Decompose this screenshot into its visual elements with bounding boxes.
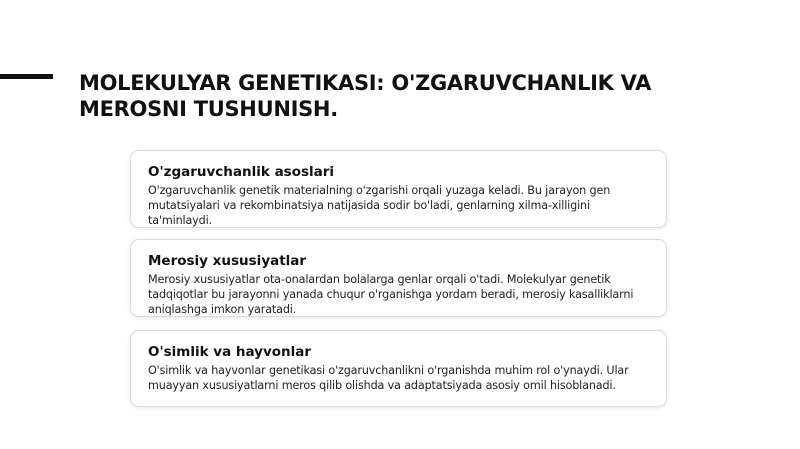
card-title: O'simlik va hayvonlar	[148, 344, 312, 360]
card-text: O'zgaruvchanlik genetik materialning o'zgarishi orqali yuzaga keladi. Bu jarayon gen mutatsiyalari va rekombinatsiya natijasida sodir bo'ladi, genlarning xilma-xilligini ta'minlaydi.	[148, 184, 611, 227]
card-plants-and-animals	[130, 330, 667, 407]
card-title: Merosiy xususiyatlar	[148, 253, 307, 269]
card-title: O'zgaruvchanlik asoslari	[148, 164, 335, 180]
title-accent-bar	[0, 74, 53, 79]
card-text: Merosiy xususiyatlar ota-onalardan bolalarga genlar orqali o'tadi. Molekulyar genetik tadqiqotlar bu jarayonni yanada chuqur o'rganishga yordam beradi, merosiy kasalliklarni aniqlashga imkon yaratadi.	[148, 273, 634, 316]
card-variability-basics	[130, 150, 667, 228]
card-text: O'simlik va hayvonlar genetikasi o'zgaruvchanlikni o'rganishda muhim rol o'ynaydi. Ular muayyan xususiyatlarni meros qilib olishda va adaptatsiyada asosiy omil hisoblanadi.	[148, 364, 629, 392]
slide-title: MOLEKULYAR GENETIKASI: O'ZGARUVCHANLIK VA MEROSNI TUSHUNISH.	[79, 71, 652, 121]
card-hereditary-traits	[130, 239, 667, 317]
